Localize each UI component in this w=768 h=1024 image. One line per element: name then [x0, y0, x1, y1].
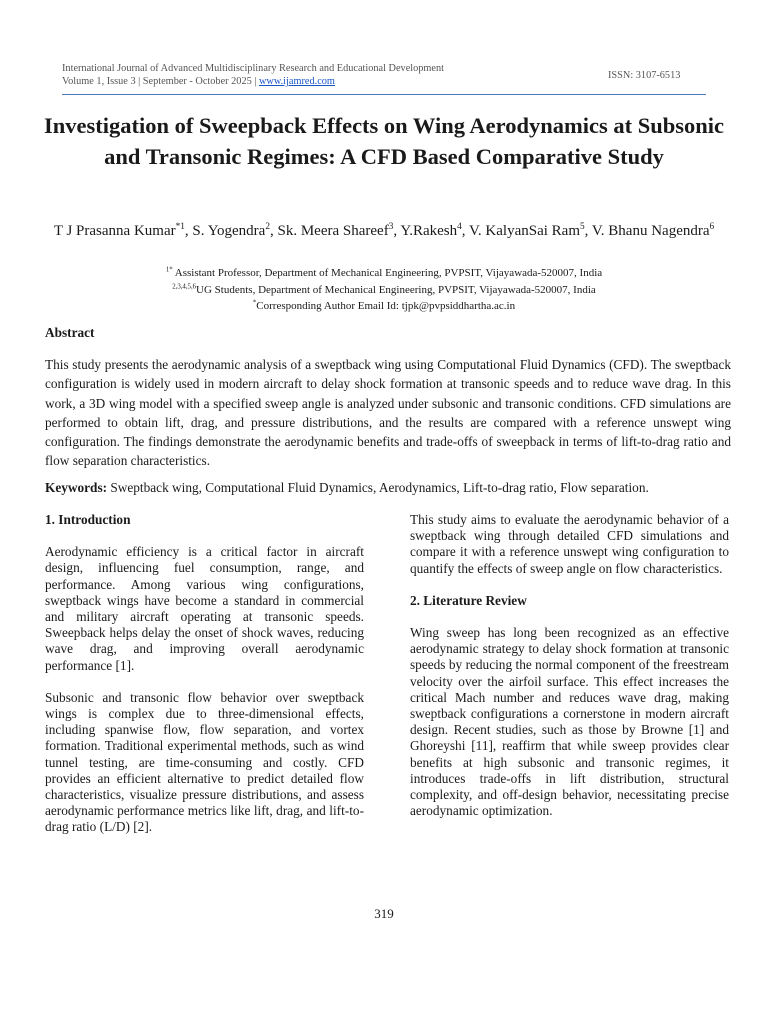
left-column — [45, 512, 364, 836]
journal-issue-line — [62, 75, 502, 88]
author: Sk. Meera Shareef$^3$, — [277, 222, 401, 239]
keywords — [45, 480, 745, 496]
issn-label: ISSN: — [608, 70, 636, 81]
affiliation-1: $^{1*}$ Assistant Professor, Department of Mechanical Engineering, PVPSIT, Vijayawada-520007, India — [165, 266, 603, 279]
author-list — [40, 221, 728, 242]
author: T J Prasanna Kumar$^{*1}$, — [53, 222, 193, 239]
journal-name: International Journal of Advanced Multidisciplinary Research and Educational Development — [62, 63, 445, 74]
paragraph: Wing sweep has long been recognized as an effective aerodynamic strategy to delay shock formation at transonic speeds by reducing the normal component of the freestream velocity over the airfoil surface. This effect increases the critical Mach number and reduces wave drag, making sweptback configurations a cornerstone in modern aircraft design. Recent studies, such as those by Browne [1] and Ghoreyshi [11], reaffirm that while sweep provides clear benefits at high subsonic and transonic regimes, it introduces trade-offs in lift distribution, structural complexity, and off-design behavior, necessitating precise aerodynamic optimization. — [410, 625, 729, 819]
right-column — [410, 512, 729, 819]
header-divider — [62, 94, 706, 95]
abstract-text: This study presents the aerodynamic analysis of a sweptback wing using Computational Fluid Dynamics (CFD). The sweptback configuration is widely used in modern aircraft to delay shock formation at transonic speeds and to reduce wave drag. In this work, a 3D wing model with a specified sweep angle is analyzed under subsonic and transonic conditions. CFD simulations are performed to obtain lift, drag, and pressure distributions, and the results are compared with a reference unswept wing configuration. The findings demonstrate the aerodynamic benefits and trade-offs of sweepback in terms of lift-to-drag ratio and flow separation characteristics. — [45, 357, 731, 469]
corresponding-author: *Corresponding Author Email Id: tjpk@pvpsiddhartha.ac.in — [252, 299, 516, 312]
journal-issue: Volume 1, Issue 3 | September - October 2025 | — [62, 76, 259, 87]
paragraph: This study aims to evaluate the aerodynamic behavior of a sweptback wing through detailed CFD simulations and compare it with a reference unswept wing configuration to quantify the effects of sweep angle on flow characteristics. — [410, 512, 729, 576]
abstract-heading: Abstract — [45, 325, 95, 340]
author: V. KalyanSai Ram$^5$, — [469, 222, 592, 239]
keywords-label: Keywords: — [45, 480, 108, 495]
author: S. Yogendra$^2$, — [192, 222, 278, 239]
author: V. Bhanu Nagendra$^6$ — [591, 222, 715, 239]
issn — [608, 70, 680, 81]
paper-title: Investigation of Sweepback Effects on Wing Aerodynamics at Subsonic and Transonic Regimes: A CFD Based Comparative Study — [43, 113, 725, 169]
journal-header — [62, 62, 502, 88]
journal-website-link[interactable]: www.ijamred.com — [258, 76, 335, 87]
keywords-text: Sweptback wing, Computational Fluid Dynamics, Aerodynamics, Lift-to-drag ratio, Flow separation. — [107, 480, 649, 495]
author: Y.Rakesh$^4$, — [400, 222, 470, 239]
paragraph: Aerodynamic efficiency is a critical factor in aircraft design, influencing fuel consumption, range, and performance. Among various wing configurations, sweptback wings have become a standard in commercial and military aircraft operating at transonic speeds. Sweepback helps delay the onset of shock waves, reducing wave drag, and improving overall aerodynamic performance [1]. — [45, 544, 364, 673]
issn-value: 3107-6513 — [635, 70, 681, 81]
section-heading-introduction: 1. Introduction — [45, 512, 131, 527]
affiliation-2: $^{2,3,4,5,6}$UG Students, Department of Mechanical Engineering, PVPSIT, Vijayawada-520007, India — [172, 283, 596, 296]
page-number: 319 — [374, 906, 394, 921]
section-heading-literature-review: 2. Literature Review — [410, 592, 527, 608]
paragraph: Subsonic and transonic flow behavior over sweptback wings is complex due to three-dimensional effects, including spanwise flow, flow separation, and vortex formation. Traditional experimental methods, such as wind tunnel testing, are time-consuming and costly. CFD provides an efficient alternative to predict detailed flow characteristics, visualize pressure distributions, and assess aerodynamic performance metrics like lift, drag, and lift-to-drag ratio (L/D) [2]. — [45, 689, 364, 835]
